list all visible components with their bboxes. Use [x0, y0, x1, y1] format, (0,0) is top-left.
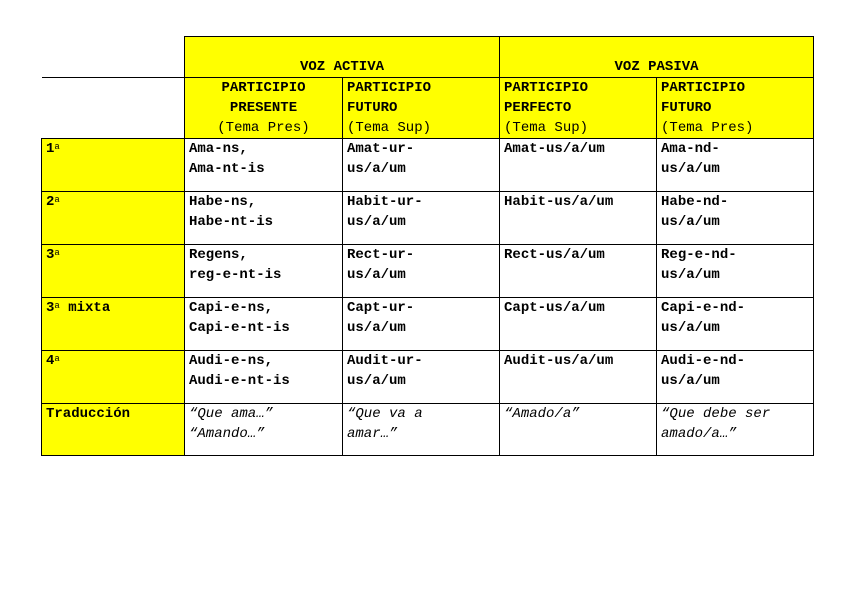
voice-header-row — [42, 37, 814, 78]
col-participio-futuro-activa: PARTICIPIO FUTURO (Tema Sup) — [343, 78, 500, 139]
voz-pasiva-header: VOZ PASIVA — [500, 37, 814, 78]
traduccion-row — [42, 404, 814, 456]
row-label: 4$^a$ — [42, 351, 185, 404]
col-participio-presente: PARTICIPIO PRESENTE (Tema Pres) — [185, 78, 343, 139]
table-cell: Ama-ns, Ama-nt-is — [185, 139, 343, 192]
table-row — [42, 192, 814, 245]
row-label: 3$^a$ mixta — [42, 298, 185, 351]
row-label: 2$^a$ — [42, 192, 185, 245]
table-cell: Ama-nd- us/a/um — [657, 139, 814, 192]
table-cell: Rect-us/a/um — [500, 245, 657, 298]
table-cell: Capt-us/a/um — [500, 298, 657, 351]
corner-blank — [42, 37, 185, 78]
table-cell: Audit-us/a/um — [500, 351, 657, 404]
table-cell: Audit-ur- us/a/um — [343, 351, 500, 404]
participle-header-row — [42, 78, 814, 139]
table-row — [42, 245, 814, 298]
row-label: 1$^a$ — [42, 139, 185, 192]
corner-blank-2 — [42, 78, 185, 139]
table-cell: Habe-nd- us/a/um — [657, 192, 814, 245]
table-row — [42, 298, 814, 351]
table-cell: Audi-e-ns, Audi-e-nt-is — [185, 351, 343, 404]
traduccion-cell: “Que ama…” “Amando…” — [185, 404, 343, 456]
table-cell: Capi-e-nd- us/a/um — [657, 298, 814, 351]
traduccion-cell: “Amado/a” — [500, 404, 657, 456]
row-label: 3$^a$ — [42, 245, 185, 298]
table-cell: Rect-ur- us/a/um — [343, 245, 500, 298]
participles-table — [41, 36, 814, 456]
table-cell: Amat-ur- us/a/um — [343, 139, 500, 192]
table-cell: Habit-us/a/um — [500, 192, 657, 245]
table-cell: Amat-us/a/um — [500, 139, 657, 192]
voz-activa-header: VOZ ACTIVA — [185, 37, 500, 78]
table-cell: Capt-ur- us/a/um — [343, 298, 500, 351]
table-cell: Capi-e-ns, Capi-e-nt-is — [185, 298, 343, 351]
table-row — [42, 351, 814, 404]
traduccion-cell: “Que va a amar…” — [343, 404, 500, 456]
table-row — [42, 139, 814, 192]
table-cell: Audi-e-nd- us/a/um — [657, 351, 814, 404]
col-participio-perfecto: PARTICIPIO PERFECTO (Tema Sup) — [500, 78, 657, 139]
table-cell: Habit-ur- us/a/um — [343, 192, 500, 245]
traduccion-cell: “Que debe ser amado/a…” — [657, 404, 814, 456]
table-cell: Habe-ns, Habe-nt-is — [185, 192, 343, 245]
col-participio-futuro-pasiva: PARTICIPIO FUTURO (Tema Pres) — [657, 78, 814, 139]
table-cell: Regens, reg-e-nt-is — [185, 245, 343, 298]
table-cell: Reg-e-nd- us/a/um — [657, 245, 814, 298]
traduccion-label: Traducción — [42, 404, 185, 456]
